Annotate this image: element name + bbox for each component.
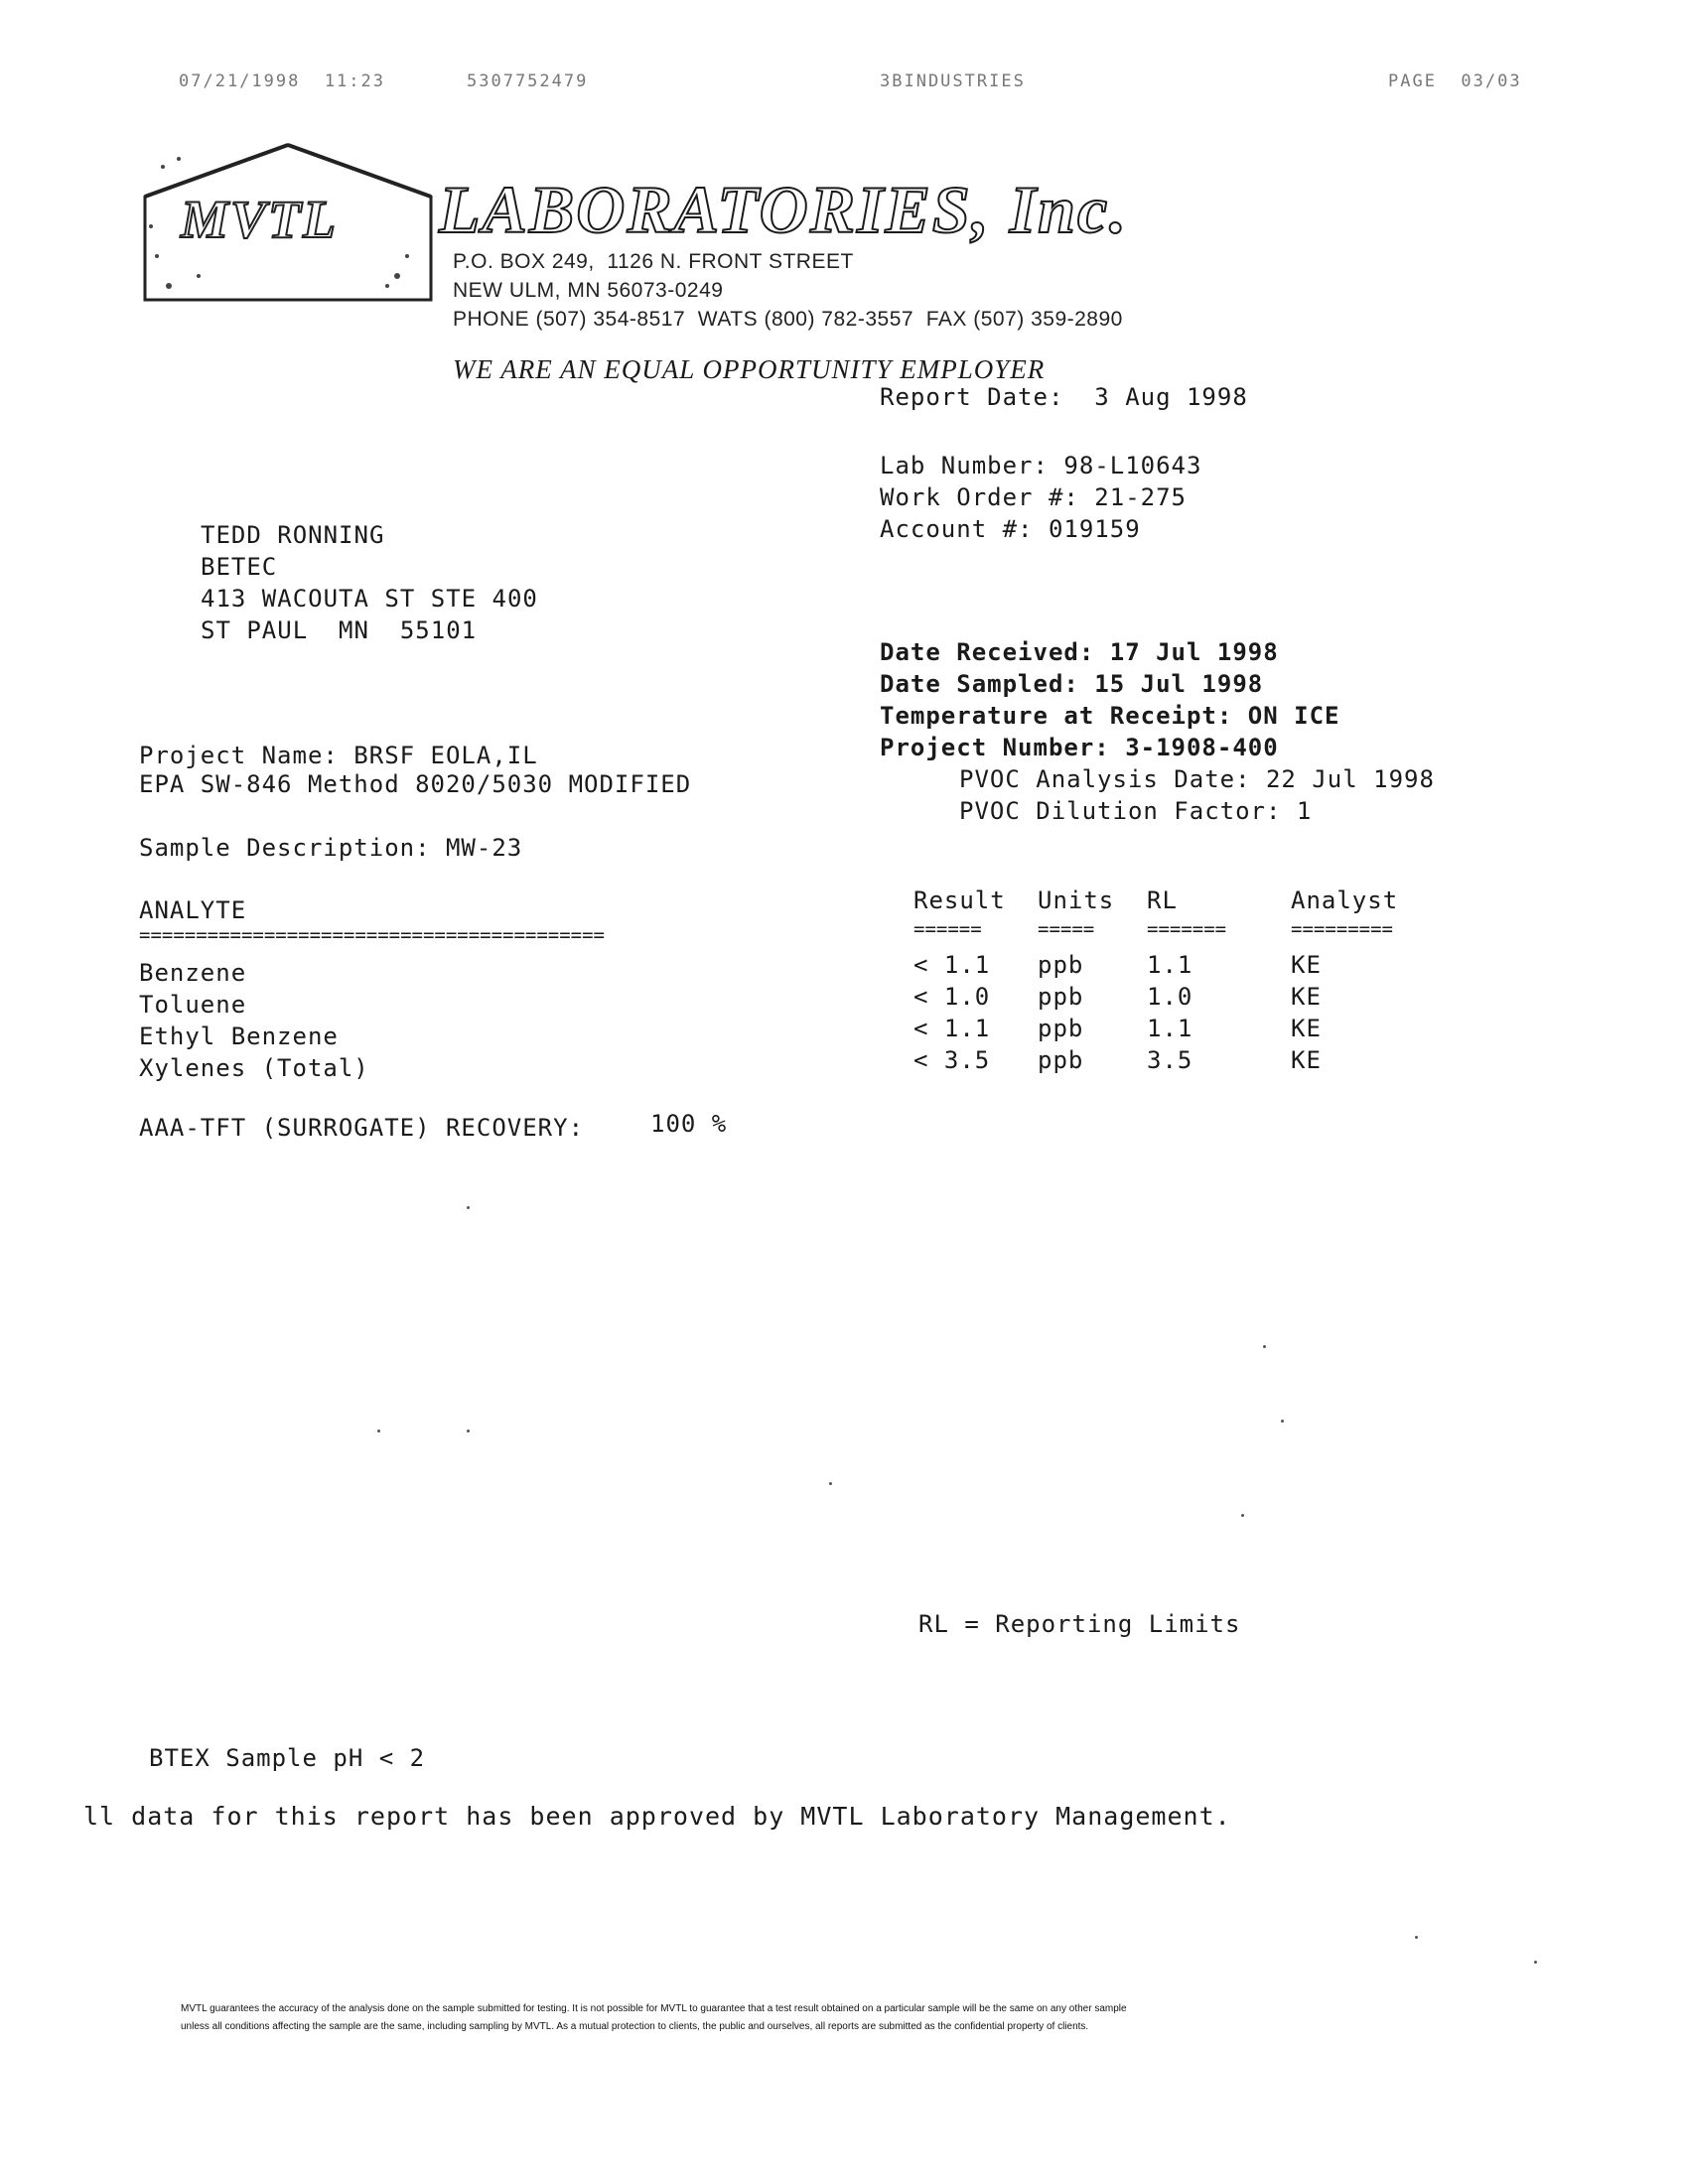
analyte-header: ANALYTE xyxy=(139,896,247,924)
fax-page: PAGE 03/03 xyxy=(1388,71,1522,91)
table-row-analyst: KE xyxy=(1291,1046,1322,1074)
table-row-result: < 1.1 xyxy=(913,951,991,979)
surrogate-label: AAA-TFT (SURROGATE) RECOVERY: xyxy=(139,1114,585,1142)
client-city: ST PAUL MN 55101 xyxy=(201,616,478,644)
account-number: Account #: 019159 xyxy=(880,515,1141,543)
temperature-at-receipt: Temperature at Receipt: ON ICE xyxy=(880,702,1340,730)
pvoc-dilution-factor: PVOC Dilution Factor: 1 xyxy=(959,797,1313,825)
lab-address-line1: P.O. BOX 249, 1126 N. FRONT STREET xyxy=(453,250,854,273)
result-header-rule: ====== xyxy=(913,918,982,940)
scan-speck xyxy=(377,1430,380,1433)
rl-header-rule: ======= xyxy=(1147,918,1227,940)
client-name: TEDD RONNING xyxy=(201,521,385,549)
scan-speck xyxy=(467,1430,470,1433)
rl-header: RL xyxy=(1147,887,1178,914)
project-name: Project Name: BRSF EOLA,IL xyxy=(139,742,538,769)
table-row-units: ppb xyxy=(1038,983,1084,1011)
table-row-analyte: Xylenes (Total) xyxy=(139,1054,369,1082)
client-company: BETEC xyxy=(201,553,278,581)
sample-description: Sample Description: MW-23 xyxy=(139,834,523,862)
lab-phone-line: PHONE (507) 354-8517 WATS (800) 782-3557 FAX (507) 359-2890 xyxy=(453,308,1123,331)
table-row-units: ppb xyxy=(1038,1046,1084,1074)
rl-note: RL = Reporting Limits xyxy=(918,1610,1241,1638)
approval-statement: ll data for this report has been approved by MVTL Laboratory Management. xyxy=(83,1802,1231,1831)
table-row-analyte: Toluene xyxy=(139,991,247,1019)
fax-number: 5307752479 xyxy=(467,71,589,91)
scan-speck xyxy=(1415,1936,1418,1939)
table-row-units: ppb xyxy=(1038,1015,1084,1042)
table-row-rl: 1.1 xyxy=(1147,951,1193,979)
lab-address-line2: NEW ULM, MN 56073-0249 xyxy=(453,279,724,302)
scan-speck xyxy=(1534,1961,1537,1964)
table-row-result: < 1.1 xyxy=(913,1015,991,1042)
table-row-rl: 1.1 xyxy=(1147,1015,1193,1042)
scan-speck xyxy=(1281,1420,1284,1423)
table-row-analyte: Ethyl Benzene xyxy=(139,1023,339,1050)
disclaimer-line2: unless all conditions affecting the sample are the same, including sampling by MVTL. As a mutual protection to clients, the public and ourselves, all reports are submitted as the confidential property of clients. xyxy=(181,2021,1089,2032)
eoe-statement: WE ARE AN EQUAL OPPORTUNITY EMPLOYER xyxy=(453,354,1046,384)
lab-number: Lab Number: 98-L10643 xyxy=(880,452,1202,479)
table-row-rl: 1.0 xyxy=(1147,983,1193,1011)
report-date: Report Date: 3 Aug 1998 xyxy=(880,383,1248,411)
table-row-result: < 3.5 xyxy=(913,1046,991,1074)
units-header: Units xyxy=(1038,887,1115,914)
date-sampled: Date Sampled: 15 Jul 1998 xyxy=(880,670,1264,698)
disclaimer-line1: MVTL guarantees the accuracy of the analysis done on the sample submitted for testing. It is not possible for MVTL to guarantee that a test result obtained on a particular sample will be the same on any other sample xyxy=(181,2003,1127,2014)
scan-speck xyxy=(1241,1514,1244,1517)
pvoc-analysis-date: PVOC Analysis Date: 22 Jul 1998 xyxy=(959,765,1435,793)
project-number: Project Number: 3-1908-400 xyxy=(880,734,1279,761)
scan-speck xyxy=(467,1206,470,1209)
units-header-rule: ===== xyxy=(1038,918,1095,940)
table-row-units: ppb xyxy=(1038,951,1084,979)
logo-text: MVTL xyxy=(181,190,339,249)
lab-name: LABORATORIES, Inc. xyxy=(439,172,1129,247)
work-order: Work Order #: 21-275 xyxy=(880,483,1187,511)
table-row-analyte: Benzene xyxy=(139,959,247,987)
analyst-header-rule: ========= xyxy=(1291,918,1393,940)
client-street: 413 WACOUTA ST STE 400 xyxy=(201,585,538,613)
analyte-rule: ========================================= xyxy=(139,924,605,946)
scan-speck xyxy=(1263,1345,1266,1348)
scan-speck xyxy=(829,1482,832,1485)
method: EPA SW-846 Method 8020/5030 MODIFIED xyxy=(139,770,692,798)
table-row-analyst: KE xyxy=(1291,983,1322,1011)
fax-sender: 3BINDUSTRIES xyxy=(880,71,1026,91)
table-row-analyst: KE xyxy=(1291,951,1322,979)
result-header: Result xyxy=(913,887,1006,914)
btex-ph-note: BTEX Sample pH < 2 xyxy=(149,1744,426,1772)
surrogate-value: 100 % xyxy=(650,1110,728,1138)
table-row-result: < 1.0 xyxy=(913,983,991,1011)
table-row-analyst: KE xyxy=(1291,1015,1322,1042)
date-received: Date Received: 17 Jul 1998 xyxy=(880,638,1279,666)
table-row-rl: 3.5 xyxy=(1147,1046,1193,1074)
analyst-header: Analyst xyxy=(1291,887,1399,914)
fax-timestamp: 07/21/1998 11:23 xyxy=(179,71,385,91)
